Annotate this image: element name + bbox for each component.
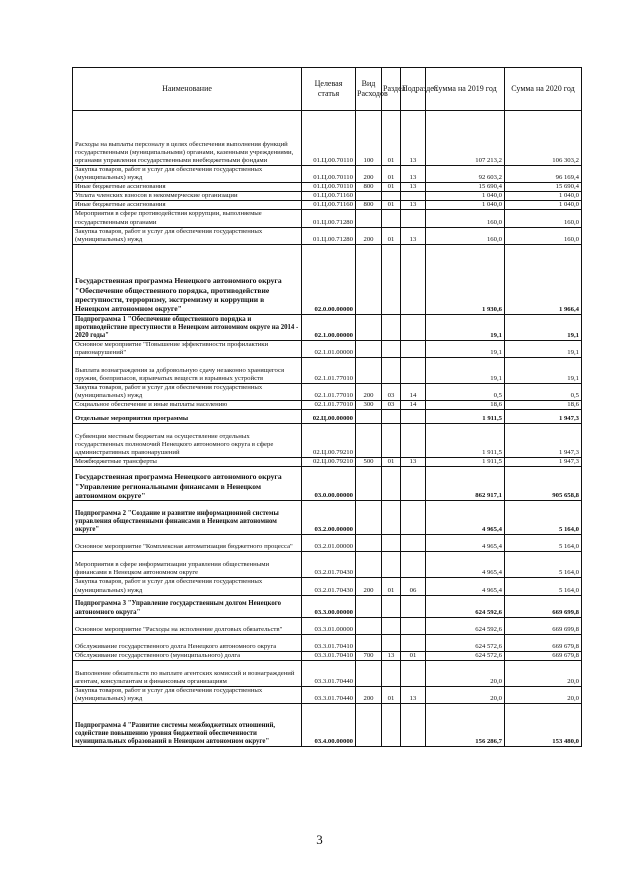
row-section [382, 552, 401, 578]
row-name: Подпрограмма 1 "Обеспечение общественного порядка и противодействие преступности в Ненецком автономном округе на 2014 - 2020 годы" [73, 314, 302, 340]
row-sum-2019: 1 040,0 [426, 192, 505, 201]
header-sum-2019: Сумма на 2019 год [426, 68, 505, 111]
header-name: Наименование [73, 68, 302, 111]
row-target-article: 01.Ц.00.70110 [302, 183, 356, 192]
table-row [73, 578, 582, 595]
row-subsection: 14 [401, 401, 426, 410]
row-target-article: 02.1.01.77010 [302, 401, 356, 410]
row-section [382, 595, 401, 617]
row-target-article: 03.3.00.00000 [302, 595, 356, 617]
row-name: Обслуживание государственного долга Ненецкого автономного округа [73, 634, 302, 651]
row-name: Подпрограмма 2 "Создание и развитие информационной системы управления общественными финансами в Ненецком автономном округе" [73, 501, 302, 535]
table-row [73, 467, 582, 501]
header-sum-2020: Сумма на 2020 год [505, 68, 582, 111]
row-sum-2019: 1 040,0 [426, 201, 505, 210]
row-sum-2019: 624 592,6 [426, 617, 505, 634]
row-sum-2020: 1 947,3 [505, 424, 582, 458]
row-expense-type [356, 192, 382, 201]
row-sum-2019: 20,0 [426, 686, 505, 703]
table-row [73, 166, 582, 183]
row-section: 01 [382, 166, 401, 183]
table-row [73, 358, 582, 384]
row-expense-type: 700 [356, 651, 382, 660]
row-target-article: 03.2.01.00000 [302, 535, 356, 552]
row-section [382, 703, 401, 746]
table-row [73, 410, 582, 424]
row-target-article: 03.3.01.00000 [302, 617, 356, 634]
row-name: Государственная программа Ненецкого автономного округа "Управление региональными финансами в Ненецком автономном округе" [73, 467, 302, 501]
row-name: Выплата вознаграждения за добровольную сдачу незаконно хранящегося оружия, боеприпасов, взрывчатых веществ и взрывных устройств [73, 358, 302, 384]
row-subsection: 13 [401, 166, 426, 183]
row-sum-2019: 19,1 [426, 340, 505, 357]
row-expense-type [356, 660, 382, 686]
table-row [73, 703, 582, 746]
row-section [382, 314, 401, 340]
row-sum-2020: 5 164,0 [505, 501, 582, 535]
row-name: Закупка товаров, работ и услуг для обеспечения государственных (муниципальных) нужд [73, 578, 302, 595]
row-subsection [401, 467, 426, 501]
row-sum-2020: 1 947,3 [505, 458, 582, 467]
table-row [73, 501, 582, 535]
row-name: Социальное обеспечение и иные выплаты населению [73, 401, 302, 410]
row-subsection: 06 [401, 578, 426, 595]
row-section [382, 617, 401, 634]
row-name: Уплата членских взносов в некоммерческие организации [73, 192, 302, 201]
row-expense-type [356, 244, 382, 314]
table-row [73, 111, 582, 166]
row-expense-type [356, 467, 382, 501]
table-row [73, 535, 582, 552]
row-sum-2019: 18,6 [426, 401, 505, 410]
row-name: Иные бюджетные ассигнования [73, 201, 302, 210]
row-subsection: 13 [401, 227, 426, 244]
row-section: 01 [382, 201, 401, 210]
table-row [73, 651, 582, 660]
row-section [382, 467, 401, 501]
row-name: Закупка товаров, работ и услуг для обеспечения государственных (муниципальных) нужд [73, 384, 302, 401]
row-sum-2020: 5 164,0 [505, 578, 582, 595]
row-target-article: 02.1.00.00000 [302, 314, 356, 340]
budget-table [72, 67, 582, 747]
row-section: 01 [382, 686, 401, 703]
row-expense-type: 300 [356, 401, 382, 410]
table-row [73, 634, 582, 651]
row-section: 01 [382, 183, 401, 192]
row-section [382, 340, 401, 357]
row-target-article: 03.4.00.00000 [302, 703, 356, 746]
row-subsection: 13 [401, 458, 426, 467]
row-expense-type [356, 703, 382, 746]
row-section: 01 [382, 111, 401, 166]
row-target-article: 02.1.01.77010 [302, 358, 356, 384]
page-number: 3 [316, 832, 323, 847]
row-expense-type [356, 535, 382, 552]
row-subsection [401, 595, 426, 617]
row-target-article: 03.2.01.70430 [302, 578, 356, 595]
row-sum-2019: 107 213,2 [426, 111, 505, 166]
row-section: 01 [382, 458, 401, 467]
row-expense-type [356, 314, 382, 340]
row-sum-2020: 20,0 [505, 660, 582, 686]
row-sum-2020: 1 947,3 [505, 410, 582, 424]
table-row [73, 210, 582, 227]
row-section [382, 210, 401, 227]
row-subsection [401, 210, 426, 227]
row-sum-2019: 4 965,4 [426, 535, 505, 552]
row-target-article: 01.Ц.00.70110 [302, 166, 356, 183]
row-section: 01 [382, 227, 401, 244]
table-row [73, 458, 582, 467]
row-expense-type: 200 [356, 578, 382, 595]
row-target-article: 02.Ц.00.79210 [302, 458, 356, 467]
row-sum-2020: 669 699,8 [505, 617, 582, 634]
row-section: 03 [382, 401, 401, 410]
table-row [73, 384, 582, 401]
row-sum-2020: 905 658,8 [505, 467, 582, 501]
row-subsection [401, 410, 426, 424]
row-sum-2020: 19,1 [505, 358, 582, 384]
row-expense-type [356, 340, 382, 357]
row-target-article: 03.3.01.70440 [302, 686, 356, 703]
row-sum-2019: 0,5 [426, 384, 505, 401]
table-row [73, 686, 582, 703]
row-name: Основное мероприятие "Комплексная автоматизация бюджетного процесса" [73, 535, 302, 552]
row-expense-type: 800 [356, 201, 382, 210]
row-sum-2020: 20,0 [505, 686, 582, 703]
row-expense-type [356, 358, 382, 384]
row-target-article: 03.2.01.70430 [302, 552, 356, 578]
table-row [73, 192, 582, 201]
row-subsection [401, 424, 426, 458]
row-name: Выполнение обязательств по выплате агентских комиссий и вознаграждений агентам, консультантам и финансовым организациям [73, 660, 302, 686]
row-target-article: 03.0.00.00000 [302, 467, 356, 501]
row-sum-2020: 5 164,0 [505, 535, 582, 552]
row-expense-type [356, 501, 382, 535]
row-expense-type [356, 617, 382, 634]
row-sum-2020: 669 679,8 [505, 634, 582, 651]
row-subsection [401, 634, 426, 651]
row-name: Основное мероприятие "Повышение эффективности профилактики правонарушений" [73, 340, 302, 357]
header-target-article: Целевая статья [302, 68, 356, 111]
row-name: Расходы на выплаты персоналу в целях обеспечения выполнения функций государственными (муниципальными) органами, казенными учреждениями, органами управления государственными внебюджетными фондами [73, 111, 302, 166]
row-target-article: 02.1.01.77010 [302, 384, 356, 401]
row-sum-2019: 1 911,5 [426, 424, 505, 458]
row-section [382, 501, 401, 535]
table-row [73, 201, 582, 210]
header-expense-type: Вид Расходов [356, 68, 382, 111]
row-subsection [401, 340, 426, 357]
row-name: Субвенции местным бюджетам на осуществление отдельных государственных полномочий Ненецкого автономного округа в сфере административных правонарушений [73, 424, 302, 458]
row-section [382, 358, 401, 384]
row-expense-type [356, 210, 382, 227]
row-target-article: 01.Ц.00.71280 [302, 227, 356, 244]
row-sum-2020: 15 690,4 [505, 183, 582, 192]
row-target-article: 01.Ц.00.71160 [302, 192, 356, 201]
header-section: Раздел [382, 68, 401, 111]
row-subsection: 13 [401, 111, 426, 166]
row-target-article: 03.3.01.70410 [302, 634, 356, 651]
row-sum-2020: 5 164,0 [505, 552, 582, 578]
row-subsection [401, 192, 426, 201]
row-name: Государственная программа Ненецкого автономного округа "Обеспечение общественного порядка, противодействие преступности, терроризму, экстремизму и коррупции в Ненецком автономном округе" [73, 244, 302, 314]
row-name: Закупка товаров, работ и услуг для обеспечения государственных (муниципальных) нужд [73, 686, 302, 703]
row-sum-2020: 669 699,8 [505, 595, 582, 617]
row-section [382, 535, 401, 552]
table-row [73, 183, 582, 192]
row-sum-2020: 1 966,4 [505, 244, 582, 314]
row-sum-2019: 1 930,6 [426, 244, 505, 314]
row-name: Закупка товаров, работ и услуг для обеспечения государственных (муниципальных) нужд [73, 227, 302, 244]
row-expense-type [356, 595, 382, 617]
row-section [382, 244, 401, 314]
row-subsection: 14 [401, 384, 426, 401]
table-header-row [73, 68, 582, 111]
row-expense-type [356, 552, 382, 578]
row-sum-2019: 156 286,7 [426, 703, 505, 746]
table-row [73, 401, 582, 410]
row-sum-2020: 106 303,2 [505, 111, 582, 166]
row-subsection [401, 703, 426, 746]
row-sum-2019: 15 690,4 [426, 183, 505, 192]
row-subsection [401, 358, 426, 384]
table-row [73, 314, 582, 340]
table-row [73, 424, 582, 458]
row-expense-type: 500 [356, 458, 382, 467]
row-sum-2020: 153 480,0 [505, 703, 582, 746]
row-section [382, 192, 401, 201]
row-name: Основное мероприятие "Расходы на исполнение долговых обязательств" [73, 617, 302, 634]
row-sum-2019: 1 911,5 [426, 410, 505, 424]
row-sum-2020: 19,1 [505, 314, 582, 340]
row-subsection [401, 617, 426, 634]
row-sum-2020: 1 040,0 [505, 192, 582, 201]
row-target-article: 03.3.01.70440 [302, 660, 356, 686]
row-expense-type: 200 [356, 227, 382, 244]
table-row [73, 340, 582, 357]
row-target-article: 02.Ц.00.79210 [302, 424, 356, 458]
row-subsection [401, 314, 426, 340]
row-sum-2020: 160,0 [505, 227, 582, 244]
row-target-article: 01.Ц.00.71160 [302, 201, 356, 210]
row-expense-type: 200 [356, 686, 382, 703]
row-sum-2020: 160,0 [505, 210, 582, 227]
row-subsection [401, 535, 426, 552]
row-sum-2019: 19,1 [426, 314, 505, 340]
row-target-article: 02.0.00.00000 [302, 244, 356, 314]
row-sum-2020: 18,6 [505, 401, 582, 410]
row-name: Подпрограмма 3 "Управление государственным долгом Ненецкого автономного округа" [73, 595, 302, 617]
row-sum-2020: 669 679,8 [505, 651, 582, 660]
row-expense-type: 100 [356, 111, 382, 166]
row-subsection [401, 244, 426, 314]
row-sum-2019: 862 917,1 [426, 467, 505, 501]
row-sum-2020: 19,1 [505, 340, 582, 357]
row-sum-2019: 160,0 [426, 210, 505, 227]
row-expense-type [356, 424, 382, 458]
row-sum-2019: 20,0 [426, 660, 505, 686]
table-row [73, 552, 582, 578]
row-subsection: 01 [401, 651, 426, 660]
row-name: Межбюджетные трансферты [73, 458, 302, 467]
row-sum-2019: 4 965,4 [426, 578, 505, 595]
row-sum-2019: 624 572,6 [426, 634, 505, 651]
row-sum-2019: 624 572,6 [426, 651, 505, 660]
row-sum-2020: 0,5 [505, 384, 582, 401]
row-sum-2019: 160,0 [426, 227, 505, 244]
row-sum-2019: 1 911,5 [426, 458, 505, 467]
table-row [73, 595, 582, 617]
row-subsection [401, 552, 426, 578]
row-section: 03 [382, 384, 401, 401]
row-subsection [401, 660, 426, 686]
row-sum-2019: 4 965,4 [426, 552, 505, 578]
row-name: Обслуживание государственного (муниципального) долга [73, 651, 302, 660]
row-subsection: 13 [401, 183, 426, 192]
row-sum-2019: 19,1 [426, 358, 505, 384]
row-section: 13 [382, 651, 401, 660]
row-target-article: 02.Ц.00.00000 [302, 410, 356, 424]
row-expense-type [356, 634, 382, 651]
row-sum-2019: 4 965,4 [426, 501, 505, 535]
row-subsection [401, 501, 426, 535]
row-expense-type: 200 [356, 166, 382, 183]
row-target-article: 01.Ц.00.70110 [302, 111, 356, 166]
row-name: Подпрограмма 4 "Развитие системы межбюджетных отношений, содействие повышению уровня бюджетной обеспеченности муниципальных образований в Ненецком автономном округе" [73, 703, 302, 746]
row-section: 01 [382, 578, 401, 595]
row-subsection: 13 [401, 686, 426, 703]
table-row [73, 617, 582, 634]
row-name: Мероприятия в сфере информатизации управления общественными финансами в Ненецком автономном округе [73, 552, 302, 578]
row-name: Отдельные мероприятия программы [73, 410, 302, 424]
row-section [382, 634, 401, 651]
row-name: Иные бюджетные ассигнования [73, 183, 302, 192]
row-section [382, 424, 401, 458]
row-expense-type [356, 410, 382, 424]
row-expense-type: 800 [356, 183, 382, 192]
table-row [73, 660, 582, 686]
row-target-article: 01.Ц.00.71280 [302, 210, 356, 227]
row-name: Мероприятия в сфере противодействия коррупции, выполняемые государственными органами [73, 210, 302, 227]
row-target-article: 03.3.01.70410 [302, 651, 356, 660]
row-section [382, 660, 401, 686]
header-subsection: Подраздел [401, 68, 426, 111]
row-sum-2020: 1 040,0 [505, 201, 582, 210]
row-target-article: 03.2.00.00000 [302, 501, 356, 535]
row-sum-2019: 92 603,2 [426, 166, 505, 183]
row-section [382, 410, 401, 424]
row-target-article: 02.1.01.00000 [302, 340, 356, 357]
row-subsection: 13 [401, 201, 426, 210]
row-name: Закупка товаров, работ и услуг для обеспечения государственных (муниципальных) нужд [73, 166, 302, 183]
row-expense-type: 200 [356, 384, 382, 401]
row-sum-2020: 96 169,4 [505, 166, 582, 183]
table-row [73, 227, 582, 244]
table-row [73, 244, 582, 314]
row-sum-2019: 624 592,6 [426, 595, 505, 617]
